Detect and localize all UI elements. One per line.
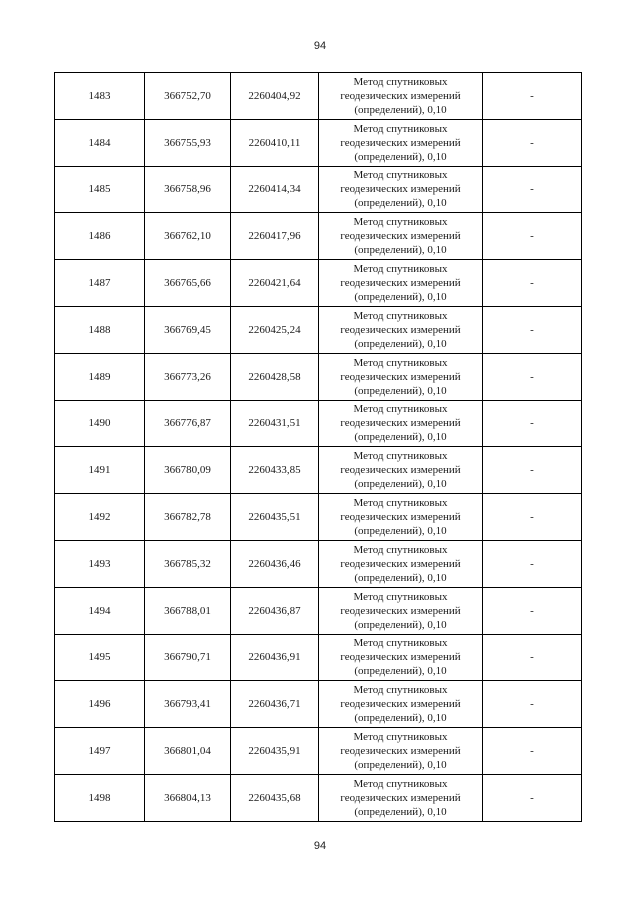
x-coordinate-cell: 366752,70 xyxy=(145,73,231,120)
point-number-cell: 1491 xyxy=(55,447,145,494)
method-line: (определений), 0,10 xyxy=(354,665,447,678)
y-coordinate-cell: 2260435,68 xyxy=(231,774,319,821)
method-line: геодезических измерений xyxy=(340,604,461,617)
method-line: Метод спутниковых xyxy=(353,309,448,322)
method-line: геодезических измерений xyxy=(340,651,461,664)
method-cell xyxy=(319,447,483,494)
method-line: геодезических измерений xyxy=(340,136,461,149)
method-line: Метод спутниковых xyxy=(353,216,448,229)
method-line: Метод спутниковых xyxy=(353,75,448,88)
method-line: Метод спутниковых xyxy=(353,777,448,790)
y-coordinate-cell: 2260404,92 xyxy=(231,73,319,120)
x-coordinate-cell: 366755,93 xyxy=(145,119,231,166)
page-number-top: 94 xyxy=(313,40,327,52)
method-line: геодезических измерений xyxy=(340,89,461,102)
method-cell xyxy=(319,774,483,821)
method-cell xyxy=(319,73,483,120)
dash-cell: - xyxy=(483,306,582,353)
x-coordinate-cell: 366804,13 xyxy=(145,774,231,821)
dash-cell: - xyxy=(483,681,582,728)
table-row xyxy=(55,728,582,775)
coordinates-table-body xyxy=(55,73,582,822)
table-row xyxy=(55,213,582,260)
method-line: (определений), 0,10 xyxy=(354,805,447,818)
x-coordinate-cell: 366776,87 xyxy=(145,400,231,447)
method-cell xyxy=(319,681,483,728)
method-cell xyxy=(319,353,483,400)
x-coordinate-cell: 366765,66 xyxy=(145,260,231,307)
method-line: (определений), 0,10 xyxy=(354,244,447,257)
method-line: геодезических измерений xyxy=(340,277,461,290)
point-number-cell: 1495 xyxy=(55,634,145,681)
method-line: (определений), 0,10 xyxy=(354,337,447,350)
method-line: (определений), 0,10 xyxy=(354,291,447,304)
method-cell xyxy=(319,540,483,587)
method-line: (определений), 0,10 xyxy=(354,712,447,725)
dash-cell: - xyxy=(483,119,582,166)
table-row xyxy=(55,587,582,634)
method-cell xyxy=(319,260,483,307)
dash-cell: - xyxy=(483,447,582,494)
point-number-cell: 1485 xyxy=(55,166,145,213)
method-line: (определений), 0,10 xyxy=(354,150,447,163)
y-coordinate-cell: 2260417,96 xyxy=(231,213,319,260)
dash-cell: - xyxy=(483,400,582,447)
method-cell xyxy=(319,634,483,681)
method-line: Метод спутниковых xyxy=(353,263,448,276)
method-line: Метод спутниковых xyxy=(353,122,448,135)
method-line: (определений), 0,10 xyxy=(354,759,447,772)
table-row xyxy=(55,540,582,587)
method-line: Метод спутниковых xyxy=(353,169,448,182)
point-number-cell: 1492 xyxy=(55,494,145,541)
dash-cell: - xyxy=(483,353,582,400)
method-cell xyxy=(319,728,483,775)
x-coordinate-cell: 366788,01 xyxy=(145,587,231,634)
point-number-cell: 1484 xyxy=(55,119,145,166)
y-coordinate-cell: 2260436,71 xyxy=(231,681,319,728)
method-line: геодезических измерений xyxy=(340,417,461,430)
method-line: (определений), 0,10 xyxy=(354,618,447,631)
method-line: (определений), 0,10 xyxy=(354,571,447,584)
dash-cell: - xyxy=(483,260,582,307)
x-coordinate-cell: 366782,78 xyxy=(145,494,231,541)
y-coordinate-cell: 2260436,46 xyxy=(231,540,319,587)
y-coordinate-cell: 2260421,64 xyxy=(231,260,319,307)
method-line: геодезических измерений xyxy=(340,698,461,711)
point-number-cell: 1489 xyxy=(55,353,145,400)
point-number-cell: 1497 xyxy=(55,728,145,775)
method-line: геодезических измерений xyxy=(340,323,461,336)
x-coordinate-cell: 366769,45 xyxy=(145,306,231,353)
table-row xyxy=(55,681,582,728)
table-row xyxy=(55,166,582,213)
method-line: Метод спутниковых xyxy=(353,543,448,556)
method-line: Метод спутниковых xyxy=(353,497,448,510)
dash-cell: - xyxy=(483,494,582,541)
method-line: геодезических измерений xyxy=(340,511,461,524)
method-line: геодезических измерений xyxy=(340,557,461,570)
table-row xyxy=(55,260,582,307)
x-coordinate-cell: 366773,26 xyxy=(145,353,231,400)
table-row xyxy=(55,634,582,681)
y-coordinate-cell: 2260428,58 xyxy=(231,353,319,400)
method-cell xyxy=(319,166,483,213)
method-line: геодезических измерений xyxy=(340,370,461,383)
dash-cell: - xyxy=(483,166,582,213)
point-number-cell: 1483 xyxy=(55,73,145,120)
y-coordinate-cell: 2260435,51 xyxy=(231,494,319,541)
coordinates-table xyxy=(54,72,582,822)
method-line: (определений), 0,10 xyxy=(354,197,447,210)
table-row xyxy=(55,400,582,447)
method-line: геодезических измерений xyxy=(340,791,461,804)
method-cell xyxy=(319,587,483,634)
table-row xyxy=(55,353,582,400)
table-row xyxy=(55,119,582,166)
method-cell xyxy=(319,400,483,447)
method-line: геодезических измерений xyxy=(340,230,461,243)
y-coordinate-cell: 2260410,11 xyxy=(231,119,319,166)
method-line: Метод спутниковых xyxy=(353,637,448,650)
method-cell xyxy=(319,213,483,260)
point-number-cell: 1494 xyxy=(55,587,145,634)
table-row xyxy=(55,306,582,353)
x-coordinate-cell: 366762,10 xyxy=(145,213,231,260)
method-line: Метод спутниковых xyxy=(353,684,448,697)
method-line: Метод спутниковых xyxy=(353,731,448,744)
method-line: (определений), 0,10 xyxy=(354,384,447,397)
y-coordinate-cell: 2260425,24 xyxy=(231,306,319,353)
point-number-cell: 1490 xyxy=(55,400,145,447)
dash-cell: - xyxy=(483,213,582,260)
point-number-cell: 1498 xyxy=(55,774,145,821)
method-line: геодезических измерений xyxy=(340,745,461,758)
dash-cell: - xyxy=(483,73,582,120)
x-coordinate-cell: 366793,41 xyxy=(145,681,231,728)
table-row xyxy=(55,494,582,541)
x-coordinate-cell: 366801,04 xyxy=(145,728,231,775)
method-line: Метод спутниковых xyxy=(353,356,448,369)
dash-cell: - xyxy=(483,540,582,587)
method-line: (определений), 0,10 xyxy=(354,103,447,116)
method-line: Метод спутниковых xyxy=(353,590,448,603)
table-row xyxy=(55,447,582,494)
x-coordinate-cell: 366785,32 xyxy=(145,540,231,587)
x-coordinate-cell: 366780,09 xyxy=(145,447,231,494)
y-coordinate-cell: 2260435,91 xyxy=(231,728,319,775)
method-line: (определений), 0,10 xyxy=(354,525,447,538)
point-number-cell: 1493 xyxy=(55,540,145,587)
point-number-cell: 1486 xyxy=(55,213,145,260)
point-number-cell: 1487 xyxy=(55,260,145,307)
y-coordinate-cell: 2260436,91 xyxy=(231,634,319,681)
point-number-cell: 1496 xyxy=(55,681,145,728)
x-coordinate-cell: 366758,96 xyxy=(145,166,231,213)
method-line: (определений), 0,10 xyxy=(354,431,447,444)
y-coordinate-cell: 2260414,34 xyxy=(231,166,319,213)
page-number-bottom: 94 xyxy=(313,840,327,852)
x-coordinate-cell: 366790,71 xyxy=(145,634,231,681)
method-line: геодезических измерений xyxy=(340,464,461,477)
method-line: Метод спутниковых xyxy=(353,450,448,463)
y-coordinate-cell: 2260436,87 xyxy=(231,587,319,634)
table-row xyxy=(55,774,582,821)
method-cell xyxy=(319,306,483,353)
method-line: геодезических измерений xyxy=(340,183,461,196)
dash-cell: - xyxy=(483,774,582,821)
dash-cell: - xyxy=(483,728,582,775)
method-line: Метод спутниковых xyxy=(353,403,448,416)
method-line: (определений), 0,10 xyxy=(354,478,447,491)
y-coordinate-cell: 2260431,51 xyxy=(231,400,319,447)
dash-cell: - xyxy=(483,587,582,634)
method-cell xyxy=(319,494,483,541)
y-coordinate-cell: 2260433,85 xyxy=(231,447,319,494)
dash-cell: - xyxy=(483,634,582,681)
method-cell xyxy=(319,119,483,166)
table-row xyxy=(55,73,582,120)
point-number-cell: 1488 xyxy=(55,306,145,353)
